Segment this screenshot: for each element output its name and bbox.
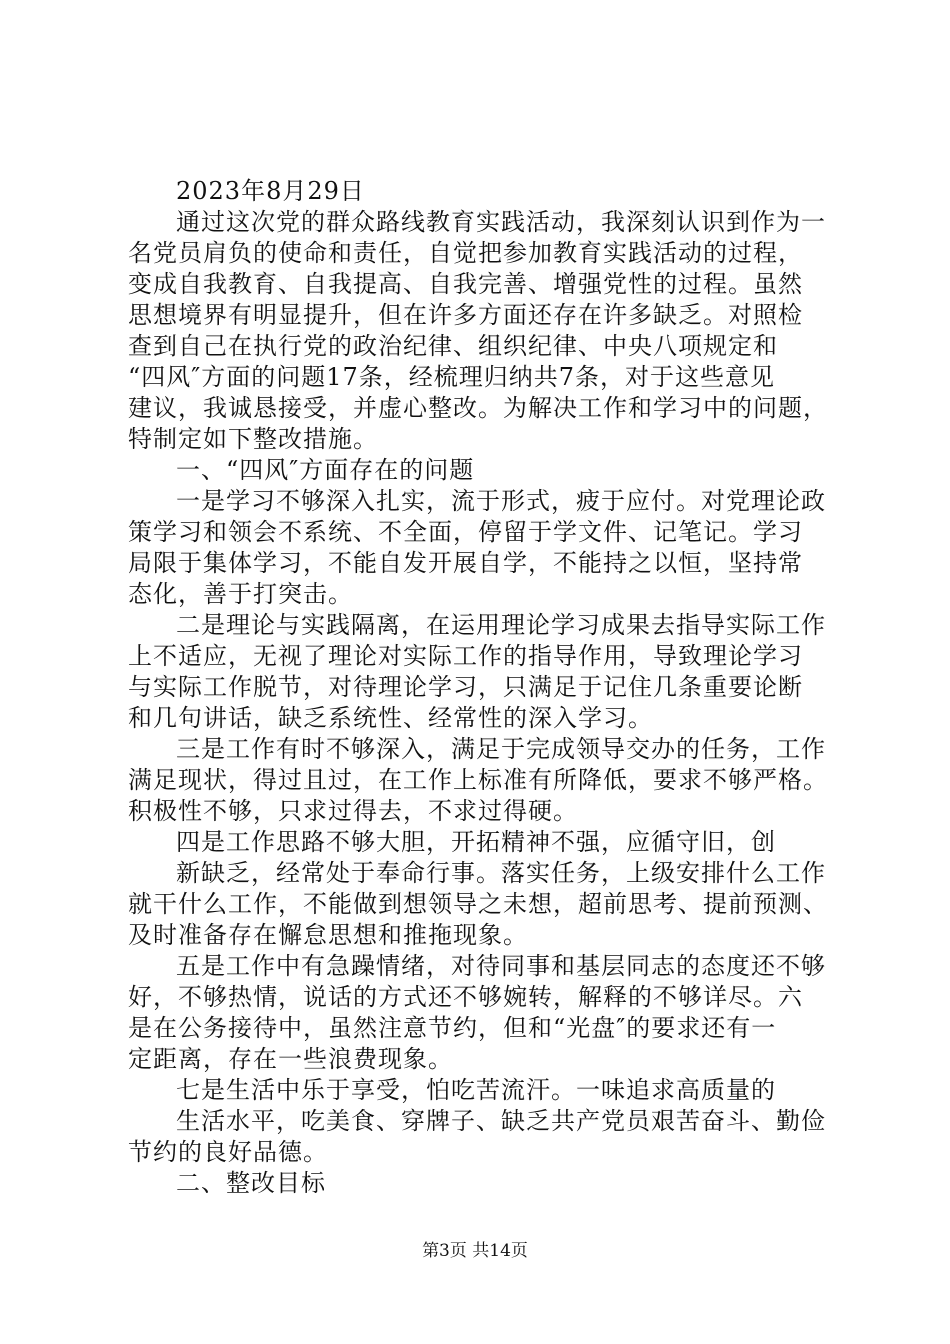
body-line: 定距离，存在一些浪费现象。	[128, 1045, 453, 1073]
body-line: 态化，善于打突击。	[128, 580, 353, 608]
body-line: 变成自我教育、自我提高、自我完善、增强党性的过程。虽然	[128, 270, 803, 298]
body-line: 就干什么工作，不能做到想领导之未想，超前思考、提前预测、	[128, 890, 828, 918]
body-line: 生活水平，吃美食、穿牌子、缺乏共产党员艰苦奋斗、勤俭	[176, 1107, 826, 1135]
page-number-footer: 第3页 共14页	[422, 1241, 528, 1261]
body-line: 积极性不够，只求过得去，不求过得硬。	[128, 797, 578, 825]
body-line: 三是工作有时不够深入，满足于完成领导交办的任务，工作	[176, 735, 826, 763]
body-line: 二是理论与实践隔离，在运用理论学习成果去指导实际工作	[176, 611, 826, 639]
date-line: 2023年8月29日	[176, 177, 365, 205]
body-line: 是在公务接待中，虽然注意节约，但和“光盘″的要求还有一	[128, 1014, 777, 1042]
body-line: 通过这次党的群众路线教育实践活动，我深刻认识到作为一	[176, 208, 826, 236]
body-line: 五是工作中有急躁情绪，对待同事和基层同志的态度还不够	[176, 952, 826, 980]
body-line: 满足现状，得过且过，在工作上标准有所降低，要求不够严格。	[128, 766, 828, 794]
body-line: 局限于集体学习，不能自发开展自学，不能持之以恒，坚持常	[128, 549, 803, 577]
body-line: 建议，我诚恳接受，并虚心整改。为解决工作和学习中的问题，	[128, 394, 828, 422]
body-line: 名党员肩负的使命和责任，自觉把参加教育实践活动的过程，	[128, 239, 803, 267]
body-line: 和几句讲话，缺乏系统性、经常性的深入学习。	[128, 704, 653, 732]
section-heading: 一、“四风″方面存在的问题	[176, 456, 475, 484]
body-line: 特制定如下整改措施。	[128, 425, 378, 453]
body-line: 与实际工作脱节，对待理论学习，只满足于记住几条重要论断	[128, 673, 803, 701]
body-line: 节约的良好品德。	[128, 1138, 328, 1166]
body-line: “四风″方面的问题17条，经梳理归纳共7条，对于这些意见	[128, 363, 776, 391]
body-line: 思想境界有明显提升，但在许多方面还存在许多缺乏。对照检	[128, 301, 803, 329]
body-line: 及时准备存在懈怠思想和推拖现象。	[128, 921, 528, 949]
body-line: 一是学习不够深入扎实，流于形式，疲于应付。对党理论政	[176, 487, 826, 515]
body-line: 好，不够热情，说话的方式还不够婉转，解释的不够详尽。六	[128, 983, 803, 1011]
body-line: 新缺乏，经常处于奉命行事。落实任务，上级安排什么工作	[176, 859, 826, 887]
body-line: 上不适应，无视了理论对实际工作的指导作用，导致理论学习	[128, 642, 803, 670]
body-line: 七是生活中乐于享受，怕吃苦流汗。一味追求高质量的	[176, 1076, 776, 1104]
body-line: 四是工作思路不够大胆，开拓精神不强，应循守旧，创	[176, 828, 776, 856]
body-line: 查到自己在执行党的政治纪律、组织纪律、中央八项规定和	[128, 332, 778, 360]
body-line: 策学习和领会不系统、不全面，停留于学文件、记笔记。学习	[128, 518, 803, 546]
section-heading: 二、整改目标	[176, 1169, 326, 1197]
